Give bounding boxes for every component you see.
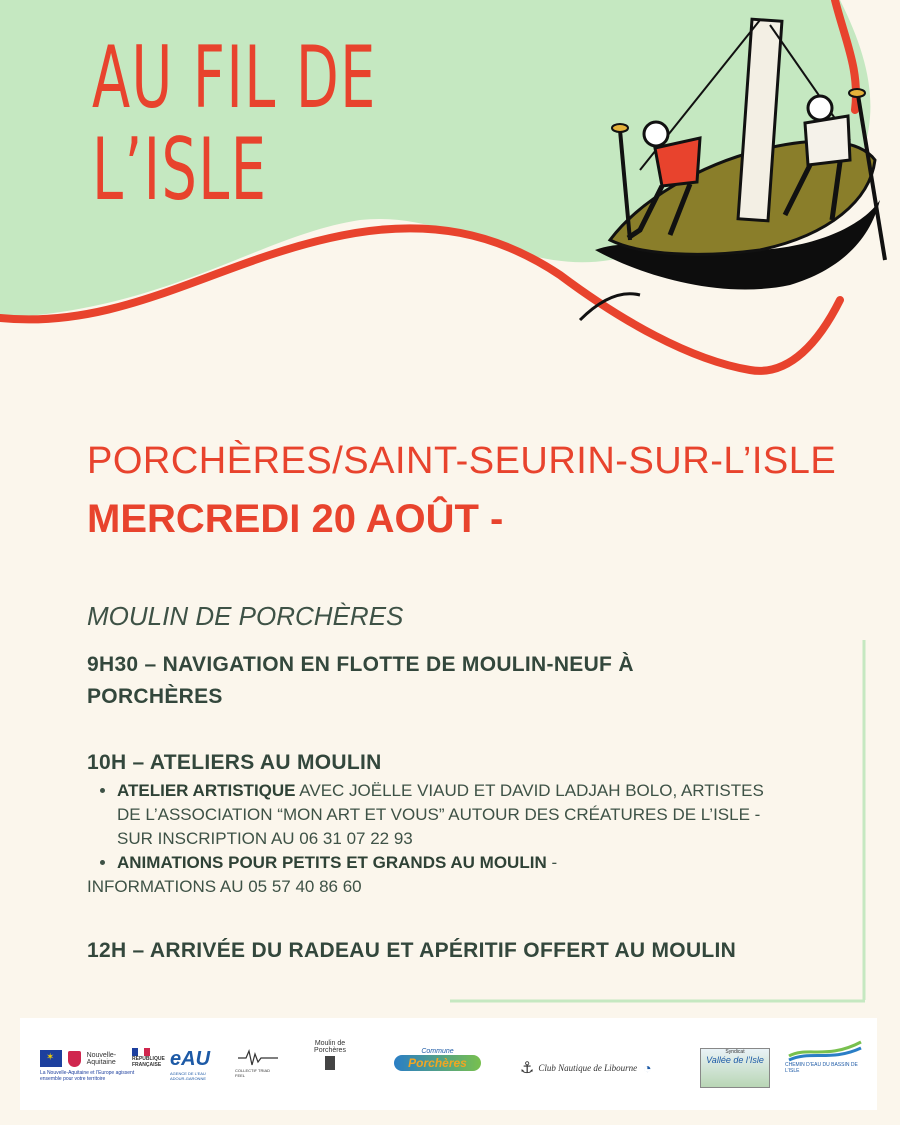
info-phone: INFORMATIONS AU 05 57 40 86 60 — [87, 877, 362, 896]
commune-top-text: Commune — [421, 1048, 454, 1055]
list-item — [117, 779, 847, 851]
commune-logo — [375, 1048, 500, 1088]
poster-title — [92, 28, 512, 220]
list-item-text: SUR INSCRIPTION AU 06 31 07 22 93 — [117, 829, 413, 848]
event-venue: MOULIN DE PORCHÈRES — [87, 601, 404, 631]
partner-logos-bar — [20, 1018, 877, 1110]
moulin-logo — [310, 1040, 350, 1095]
waveform-icon — [238, 1048, 278, 1068]
title-line-1: AU FIL DE — [92, 28, 377, 128]
syndicat-logo — [700, 1048, 770, 1088]
commune-name-text: Porchères — [408, 1056, 467, 1070]
moulin-text: Moulin de Porchères — [314, 1040, 346, 1054]
ateliers-list — [87, 779, 847, 875]
schedule-item-ateliers — [87, 747, 847, 899]
eau-caption: AGENCE DE L’EAU ADOUR-GARONNE — [170, 1071, 207, 1081]
club-text: Club Nautique de Libourne — [538, 1063, 638, 1073]
feel-text: COLLECTIF TRIAD FEEL — [235, 1068, 271, 1078]
schedule-item-navigation — [87, 649, 634, 713]
eau-logo — [170, 1048, 215, 1088]
list-item-text: DE L’ASSOCIATION “MON ART ET VOUS” AUTOUR DES CRÉATURES DE L’ISLE - — [117, 805, 761, 824]
list-item-bold: ANIMATIONS POUR PETITS ET GRANDS AU MOULIN — [117, 853, 547, 872]
list-item-text: AVEC JOËLLE VIAUD ET DAVID LADJAH BOLO, ARTISTES — [295, 781, 764, 800]
schedule-item-heading: 12H – ARRIVÉE DU RADEAU ET APÉRITIF OFFERT AU MOULIN — [87, 939, 737, 962]
syndicat-text: Syndicat — [725, 1049, 745, 1055]
marianne-icon — [132, 1048, 150, 1056]
event-location: PORCHÈRES/SAINT-SEURIN-SUR-L’ISLE — [87, 440, 837, 482]
club-nautique-logo — [520, 1048, 670, 1088]
schedule-item-arrivee — [87, 935, 736, 967]
vallee-text: Vallée de l’Isle — [706, 1055, 764, 1065]
sail-icon: ◔ — [643, 1060, 652, 1076]
list-item-text: - — [546, 853, 558, 872]
river-wave-icon — [787, 1038, 863, 1062]
eau-text: eAU — [170, 1048, 211, 1070]
mill-icon — [325, 1056, 335, 1070]
list-item — [117, 851, 847, 875]
schedule-item-heading: 10H – ATELIERS AU MOULIN — [87, 751, 382, 774]
chemin-text: CHEMIN D’EAU DU BASSIN DE L’ISLE — [785, 1062, 858, 1074]
schedule-item-heading-cont: PORCHÈRES — [87, 685, 223, 708]
chemin-eau-logo — [785, 1038, 865, 1088]
region-logo — [40, 1050, 140, 1090]
event-date: MERCREDI 20 AOÛT - — [87, 497, 504, 541]
feel-logo — [235, 1048, 280, 1088]
region-caption: La Nouvelle-Aquitaine et l’Europe agissent ensemble pour votre territoire — [40, 1070, 135, 1082]
region-name: Nouvelle-Aquitaine — [86, 1051, 117, 1066]
list-item-bold: ATELIER ARTISTIQUE — [117, 781, 296, 800]
eu-flag-icon: ✶ — [40, 1050, 62, 1067]
title-line-2: L’ISLE — [92, 120, 268, 220]
schedule-item-heading: 9H30 – NAVIGATION EN FLOTTE DE MOULIN-NEUF À — [87, 653, 634, 676]
region-shield-icon — [68, 1051, 81, 1067]
oars-icon: ⚓ — [520, 1060, 535, 1077]
republique-logo — [132, 1048, 165, 1088]
republique-text: RÉPUBLIQUE FRANÇAISE — [132, 1056, 165, 1068]
